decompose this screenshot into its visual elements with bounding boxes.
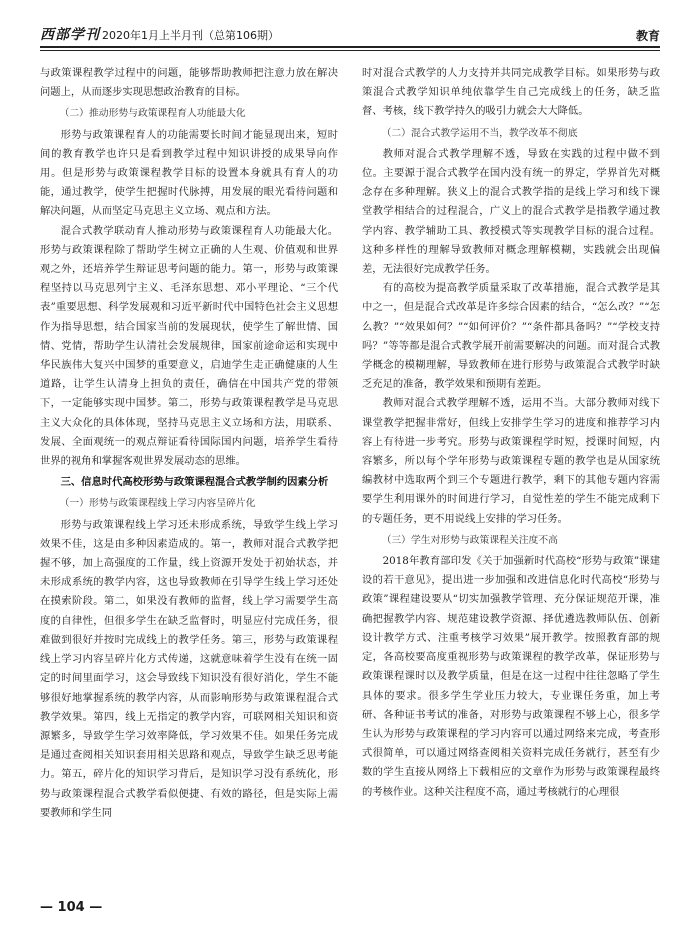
left-column bbox=[40, 64, 338, 894]
right-column bbox=[362, 64, 660, 894]
section-subheading: （二）推动形势与政策课程育人功能最大化 bbox=[59, 108, 246, 120]
paragraph: 有的高校为提高教学质量采取了改革措施，混合式教学是其中之一，但是混合式改革是许多综合因素的结合，“怎么改？”“怎么教？”“效果如何？”“如何评价？”“条件都具备吗？”“学校支持吗？”等等都是混合式教学展开前需要解决的问题。而对混合式教学概念的模糊理解，导致教师在进行形势与政策混合式教学时缺乏充足的准备，教学效果和预期有差距。 bbox=[362, 282, 660, 391]
paragraph: 与政策课程教学过程中的问题，能够帮助教师把注意力放在解决问题上，从而逐步实现思想政治教育的目标。 bbox=[40, 67, 338, 99]
page-number: — 104 — bbox=[40, 900, 103, 915]
section-subheading: （二）混合式教学运用不当，教学改革不彻底 bbox=[381, 127, 578, 139]
paragraph: 时对混合式教学的人力支持并共同完成教学目标。如果形势与政策混合式教学知识单纯依靠学生自己完成线上的任务，缺乏监督、考核，线下教学持久的吸引力就会大大降低。 bbox=[362, 67, 660, 118]
paragraph: 2018年教育部印发《关于加强新时代高校“形势与政策”课建设的若干意见》，提出进一步加强和改进信息化时代高校“形势与政策”课程建设要从“切实加强教学管理、充分保证规范开课，准确把握教学内容、规范建设教学资源、择优遴选教师队伍、创新设计教学方式、注重考核学习效果”展开教学。按照教育部的规定，各高校要高度重视形势与政策课程的教学改革，保证形势与政策课程课时以及教学质量，但是在这一过程中往往忽略了学生具体的要求。很多学生学业压力较大，专业课任务重，加上考研、各种证书考试的准备，对形势与政策课程不够上心，很多学生认为形势与政策课程的学习内容可以通过网络来完成，考查形式很简单，可以通过网络查阅相关资料完成任务就行，甚至有少数的学生直接从网络上下载相应的文章作为形势与政策课程最终的考核作业。这种关注程度不高，通过考核就行的心理很 bbox=[362, 555, 660, 798]
paragraph: 教师对混合式教学理解不透，导致在实践的过程中做不到位。主要源于混合式教学在国内没有统一的界定，学界首先对概念存在多种理解。狭义上的混合式教学指的是线上学习和线下课堂教学相结合的过程混合，广义上的混合式教学是指教学通过教学内容、教学辅助工具、教授模式等实现教学目标的混合过程。这种多样性的理解导致教师对概念理解模糊，实践就会出现偏差，无法很好完成教学任务。 bbox=[362, 147, 660, 276]
section-heading: 三、信息时代高校形势与政策课程混合式教学制约因素分析 bbox=[60, 476, 329, 489]
paragraph: 形势与政策课程线上学习还未形成系统，导致学生线上学习效果不佳，这是由多种因素造成的。第一，教师对混合式教学把握不够，加上高强度的工作量，线上资源开发处于初始状态，并未形成系统的教学内容，这也导致教师在引导学生线上学习还处在摸索阶段。第二，如果没有教师的监督，线上学习需要学生高度的自律性，但很多学生在缺乏监督时，明显应付完成任务，很难做到很好并按时完成线上的教学任务。第三，形势与政策课程线上学习内容呈碎片化方式传递，这就意味着学生没有在统一固定的时间里面学习，这会导致线下知识没有很好消化，学生不能够很好地掌握系统的教学内容，从而影响形势与政策课程混合式教学效果。第四，线上无指定的教学内容，可联网相关知识和资源繁多，导致学生学习效率降低，学习效果不佳。如果任务完成是通过查阅相关知识套用相关思路和观点，导致学生缺乏思考能力。第五，碎片化的知识学习背后，是知识学习没有系统化，形势与政策课程混合式教学看似便捷、有效的路径，但是实际上需要教师和学生同 bbox=[40, 518, 338, 819]
paragraph: 教师对混合式教学理解不透，运用不当。大部分教师对线下课堂教学把握非常好，但线上安排学生学习的进度和推荐学习内容上有待进一步考究。形势与政策课程学时短，授课时间短，内容繁多，所以每个学年形势与政策课程专题的教学也是从国家统编教材中选取两个到三个专题进行教学，剩下的其他专题内容需要学生利用课外的时间进行学习，自觉性差的学生不能完成剩下的专题任务，更不用说线上安排的学习任务。 bbox=[362, 397, 660, 525]
header-rule bbox=[40, 46, 660, 48]
paragraph: 形势与政策课程育人的功能需要长时间才能显现出来，短时间的教育教学也许只是看到教学过程中知识讲授的成果导向作用。但是形势与政策课程教学目标的设置本身就具有育人的功能，通过教学，使学生把握时代脉搏，用发展的眼光看待问题和解决问题，从而坚定马克思主义立场、观点和方法。 bbox=[40, 128, 338, 218]
section-subheading: （一）形势与政策课程线上学习内容呈碎片化 bbox=[59, 498, 256, 510]
section-name: 教育 bbox=[635, 29, 660, 43]
paragraph: 混合式教学联动育人推动形势与政策课程育人功能最大化。形势与政策课程除了帮助学生树立正确的人生观、价值观和世界观之外，还培养学生辩证思考问题的能力。第一，形势与政策课程坚持以马克思列宁主义、毛泽东思想、邓小平理论、“三个代表”重要思想、科学发展观和习近平新时代中国特色社会主义思想作为指导思想，结合国家当前的发展现状，使学生了解世情、国情、党情，帮助学生认清社会发展规律，国家前途命运和实现中华民族伟大复兴中国梦的重要意义，启迪学生走正确健康的人生道路，让学生认清身上担负的责任，确信在中国共产党的带领下，一定能够实现中国梦。第二，形势与政策课程教学是马克思主义大众化的具体体现，坚持马克思主义立场和方法，用联系、发展、全面观统一的观点辩证看待国际国内问题，培养学生看待世界的视角和掌握客观世界发展动态的思维。 bbox=[40, 224, 338, 468]
section-subheading: （三）学生对形势与政策课程关注度不高 bbox=[381, 534, 558, 546]
header-rule-thin bbox=[40, 50, 660, 51]
issue-info: 2020年1月上半月刊（总第106期） bbox=[102, 29, 279, 42]
journal-logo: 西部学刊 bbox=[40, 27, 100, 43]
body-columns bbox=[40, 64, 660, 894]
header-left bbox=[40, 24, 279, 44]
page-header bbox=[40, 18, 660, 44]
